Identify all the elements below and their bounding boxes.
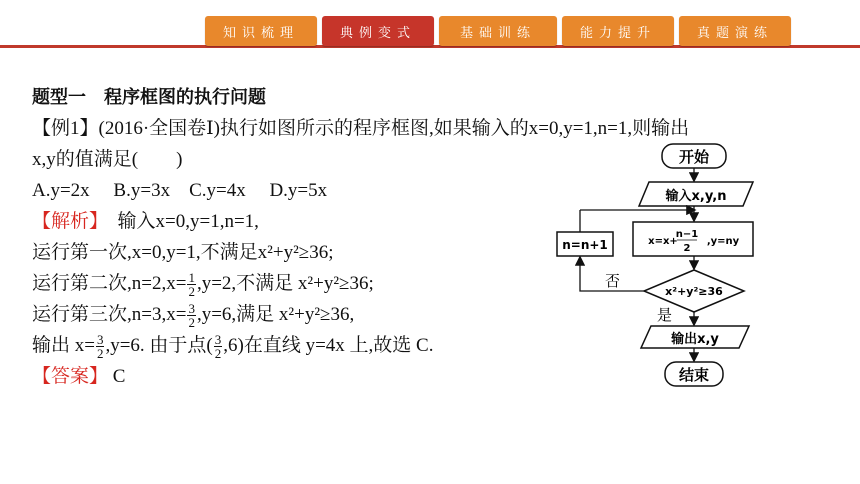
solution-step-1: 运行第一次,x=0,y=1,不满足x²+y²≥36; [32, 242, 334, 263]
tab-past-exams[interactable]: 真题演练 [679, 16, 791, 46]
answer-value: C [112, 366, 126, 387]
final-text-b: ,y=6. 由于点( [105, 335, 213, 356]
step2-fraction [187, 271, 196, 298]
start-label: 开始 [678, 148, 710, 166]
final-frac-den: 2 [96, 346, 104, 362]
question-line-1 [32, 113, 690, 144]
tab-improvement[interactable]: 能力提升 [562, 16, 674, 46]
solution-step-3 [32, 299, 592, 330]
process-text-a: x=x+ [648, 236, 678, 247]
step3-frac-num: 3 [188, 301, 195, 317]
no-label: 否 [605, 272, 621, 290]
tab-examples[interactable]: 典例变式 [322, 16, 434, 46]
type-title: 题型一 程序框图的执行问题 [32, 87, 266, 108]
example-tag: 【例1】 [32, 118, 99, 139]
final-frac2-den: 2 [214, 346, 222, 362]
answer-line [32, 361, 592, 392]
nav-tabs [205, 16, 791, 46]
input-label: 输入x,y,n [665, 189, 727, 204]
program-flowchart [553, 140, 783, 390]
answer-tag: 【答案】 [32, 366, 109, 387]
final-fraction-2 [214, 333, 223, 360]
final-frac2-num: 3 [214, 332, 222, 348]
solution-intro-text: 输入x=0,y=1,n=1, [98, 211, 259, 232]
increment-label: n=n+1 [562, 238, 608, 252]
final-fraction [96, 333, 105, 360]
final-text-a: 输出 x= [32, 335, 95, 356]
question-text-1: (2016·全国卷Ⅰ)执行如图所示的程序框图,如果输入的x=0,y=1,n=1,则输出 [98, 118, 690, 139]
process-text-b: ,y=ny [706, 236, 740, 247]
solution-step-2 [32, 268, 592, 299]
final-frac-num: 3 [96, 332, 104, 348]
end-label: 结束 [678, 366, 710, 384]
tab-basic-training[interactable]: 基础训练 [439, 16, 557, 46]
output-label: 输出x,y [671, 332, 719, 347]
step2-frac-num: 1 [188, 270, 195, 286]
condition-label: x²+y²≥36 [665, 285, 723, 298]
step3-frac-den: 2 [188, 315, 195, 331]
step3-text-b: ,y=6,满足 x²+y²≥36, [196, 304, 355, 325]
solution-intro [32, 206, 592, 237]
process-frac-num: n−1 [675, 229, 699, 240]
step2-frac-den: 2 [188, 284, 195, 300]
yes-label: 是 [657, 306, 673, 324]
tab-knowledge[interactable]: 知识梳理 [205, 16, 317, 46]
step3-text-a: 运行第三次,n=3,x= [32, 304, 187, 325]
step2-text-a: 运行第二次,n=2,x= [32, 273, 187, 294]
process-frac-den: 2 [683, 243, 691, 254]
step2-text-b: ,y=2,不满足 x²+y²≥36; [196, 273, 374, 294]
solution-tag: 【解析】 [32, 211, 99, 232]
step3-fraction [187, 302, 196, 329]
question-text-2: x,y的值满足( ) [32, 149, 183, 170]
solution-final [32, 330, 592, 361]
final-text-c: ,6)在直线 y=4x 上,故选 C. [223, 335, 434, 356]
answer-options: A.y=2x B.y=3x C.y=4x D.y=5x [32, 180, 328, 201]
